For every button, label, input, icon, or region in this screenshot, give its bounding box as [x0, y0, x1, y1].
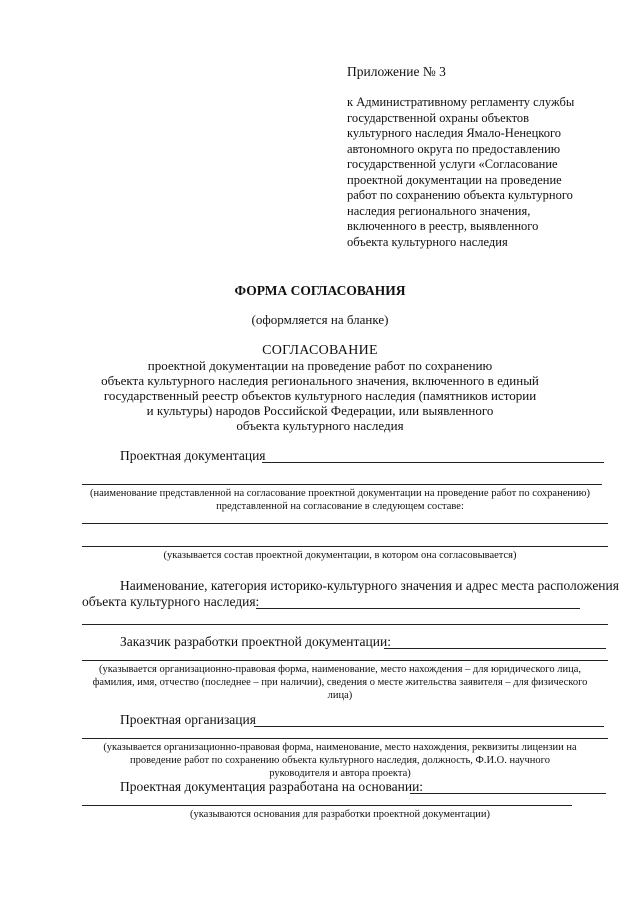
hint-line: представленной на согласование в следующем составе:: [216, 501, 464, 512]
hint-line: руководителя и автора проекта): [269, 768, 411, 779]
basis-label: Проектная документация разработана на основании:: [120, 779, 424, 794]
agreement-line: проектной документации на проведение работ по сохранению: [147, 358, 493, 373]
object-label: Наименование, категория историко-культурного значения и адрес места расположения: [120, 578, 619, 593]
organization-label: Проектная организация: [120, 712, 256, 727]
hint-line: (наименование представленной на согласование проектной документации на проведение работ по сохранению): [90, 488, 590, 499]
hint-line: (указывается организационно-правовая форма, наименование, место нахождения – для юридического лица,: [98, 664, 581, 675]
form-note: (оформляется на бланке): [251, 312, 389, 327]
customer-hint: [60, 663, 620, 702]
agreement-line: и культуры) народов Российской Федерации, или выявленного: [146, 403, 494, 418]
composition-field[interactable]: [82, 523, 608, 524]
hint-line: проведение работ по сохранению объекта культурного наследия, должность, Ф.И.О. научного: [130, 755, 550, 766]
agreement-title: СОГЛАСОВАНИЕ: [262, 343, 378, 358]
agreement-line: объекта культурного наследия регионального значения, включенного в единый: [101, 373, 539, 388]
basis-field-continued[interactable]: [82, 805, 572, 806]
annex-reference: [347, 95, 597, 250]
hint-line: (указывается организационно-правовая форма, наименование, место нахождения, реквизиты лицензии на: [103, 742, 577, 753]
hint-line: (указываются основания для разработки проектной документации): [189, 809, 491, 820]
annex-title: Приложение № 3: [347, 64, 446, 79]
object-field-continued[interactable]: [82, 624, 608, 625]
customer-field-continued[interactable]: [82, 660, 608, 661]
basis-field[interactable]: [410, 793, 606, 794]
customer-field[interactable]: [384, 648, 606, 649]
annex-line: проектной документации на проведение: [347, 172, 562, 187]
agreement-line: государственный реестр объектов культурного наследия (памятников истории: [103, 388, 537, 403]
object-field[interactable]: [256, 608, 580, 609]
hint-line: (указывается состав проектной документации, в котором она согласовывается): [163, 550, 517, 561]
annex-line: государственной охраны объектов: [347, 110, 530, 125]
agreement-line: объекта культурного наследия: [236, 418, 404, 433]
project-doc-field-continued[interactable]: [82, 484, 602, 485]
organization-field[interactable]: [254, 726, 604, 727]
annex-line: автономного округа по предоставлению: [347, 141, 561, 156]
annex-line: к Административному регламенту службы: [347, 95, 575, 109]
basis-hint: [60, 808, 620, 821]
composition-hint: [60, 549, 620, 562]
annex-line: культурного наследия Ямало-Ненецкого: [347, 126, 562, 140]
customer-label: Заказчик разработки проектной документации:: [120, 634, 391, 649]
organization-field-continued[interactable]: [82, 738, 608, 739]
project-doc-field[interactable]: [262, 462, 604, 463]
annex-line: наследия регионального значения,: [347, 203, 531, 218]
object-label-continued: объекта культурного наследия:: [82, 594, 260, 609]
annex-line: работ по сохранению объекта культурного: [347, 188, 573, 202]
annex-line: государственной услуги «Согласование: [347, 157, 558, 171]
project-doc-label: Проектная документация: [120, 448, 266, 463]
project-doc-hint: [60, 487, 620, 513]
agreement-subtitle: [0, 358, 640, 433]
annex-line: включенного в реестр, выявленного: [347, 219, 539, 233]
composition-field-continued[interactable]: [82, 546, 608, 547]
hint-line: фамилия, имя, отчество (последнее – при наличии), сведения о месте жительства заявителя – для физического: [92, 677, 588, 688]
form-title: ФОРМА СОГЛАСОВАНИЯ: [234, 283, 406, 298]
organization-hint: [60, 741, 620, 780]
annex-line: объекта культурного наследия: [347, 234, 508, 249]
hint-line: лица): [327, 690, 353, 701]
